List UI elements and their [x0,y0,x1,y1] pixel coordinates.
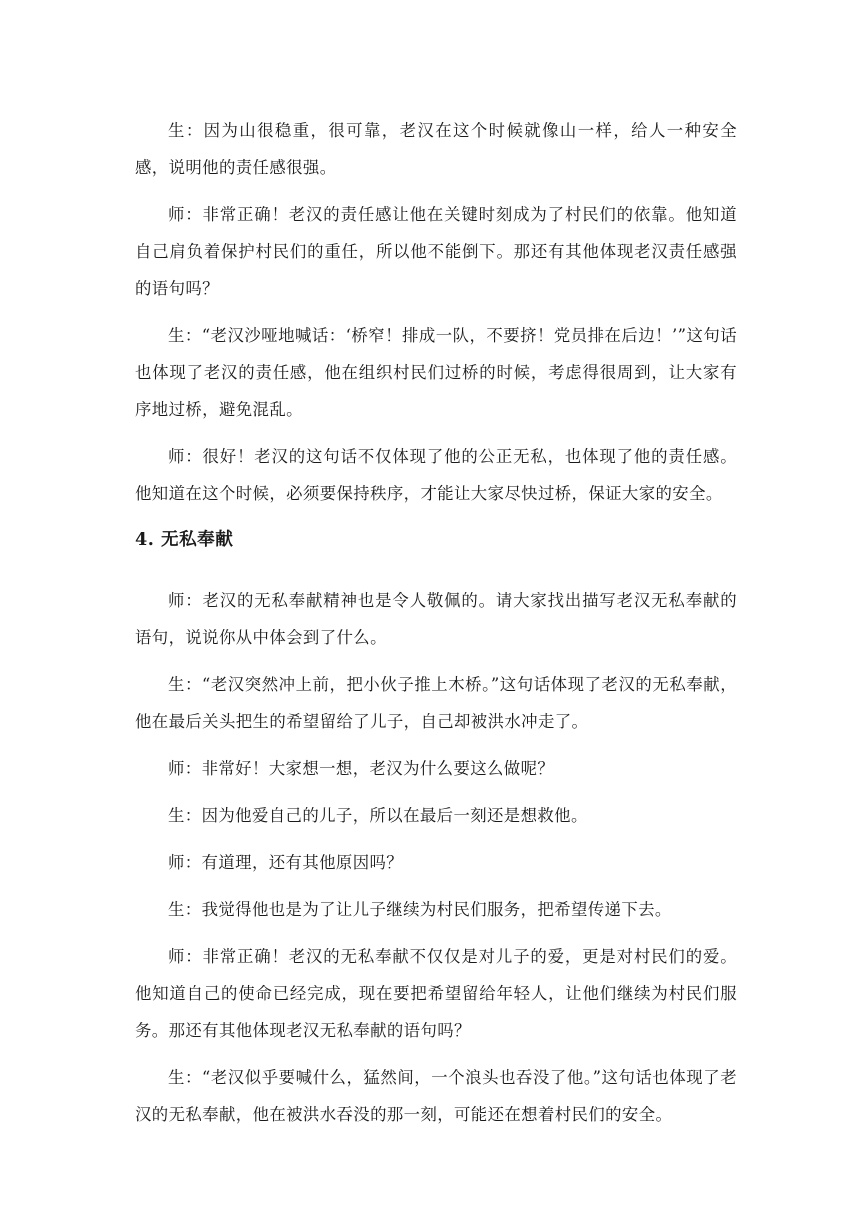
paragraph-teacher-5: 师：有道理，还有其他原因吗？ [168,853,404,872]
paragraph-student-1: 生：因为山很稳重，很可靠，老汉在这个时候就像山一样，给人一种安全感，说明他的责任感很强。 [135,121,737,177]
paragraph-teacher-6: 师：非常正确！老汉的无私奉献不仅仅是对儿子的爱，更是对村民们的爱。他知道自己的使命已经完成，现在要把希望留给年轻人，让他们继续为村民们服务。那还有其他体现老汉无私奉献的语句吗？ [135,947,737,1040]
document-body [135,112,737,1143]
paragraph-student-5: 生：我觉得他也是为了让儿子继续为村民们服务，把希望传递下去。 [168,900,672,919]
paragraph-student-2: 生：“老汉沙哑地喊话：‘桥窄！排成一队，不要挤！党员排在后边！’”这句话也体现了老汉的责任感，他在组织村民们过桥的时候，考虑得很周到，让大家有序地过桥，避免混乱。 [135,326,737,419]
paragraph-teacher-1: 师：非常正确！老汉的责任感让他在关键时刻成为了村民们的依靠。他知道自己肩负着保护村民们的重任，所以他不能倒下。那还有其他体现老汉责任感强的语句吗？ [135,205,737,298]
paragraph-teacher-2: 师：很好！老汉的这句话不仅体现了他的公正无私，也体现了他的责任感。他知道在这个时候，必须要保持秩序，才能让大家尽快过桥，保证大家的安全。 [135,447,737,503]
paragraph-student-3: 生：“老汉突然冲上前，把小伙子推上木桥。”这句话体现了老汉的无私奉献，他在最后关头把生的希望留给了儿子，自己却被洪水冲走了。 [135,675,737,731]
paragraph-student-6: 生：“老汉似乎要喊什么，猛然间，一个浪头也吞没了他。”这句话也体现了老汉的无私奉献，他在被洪水吞没的那一刻，可能还在想着村民们的安全。 [135,1068,737,1124]
paragraph-teacher-4: 师：非常好！大家想一想，老汉为什么要这么做呢？ [168,759,555,778]
section-heading: 4. 无私奉献 [135,529,234,550]
paragraph-student-4: 生：因为他爱自己的儿子，所以在最后一刻还是想救他。 [168,806,588,825]
paragraph-teacher-3: 师：老汉的无私奉献精神也是令人敬佩的。请大家找出描写老汉无私奉献的语句，说说你从中体会到了什么。 [135,591,737,647]
